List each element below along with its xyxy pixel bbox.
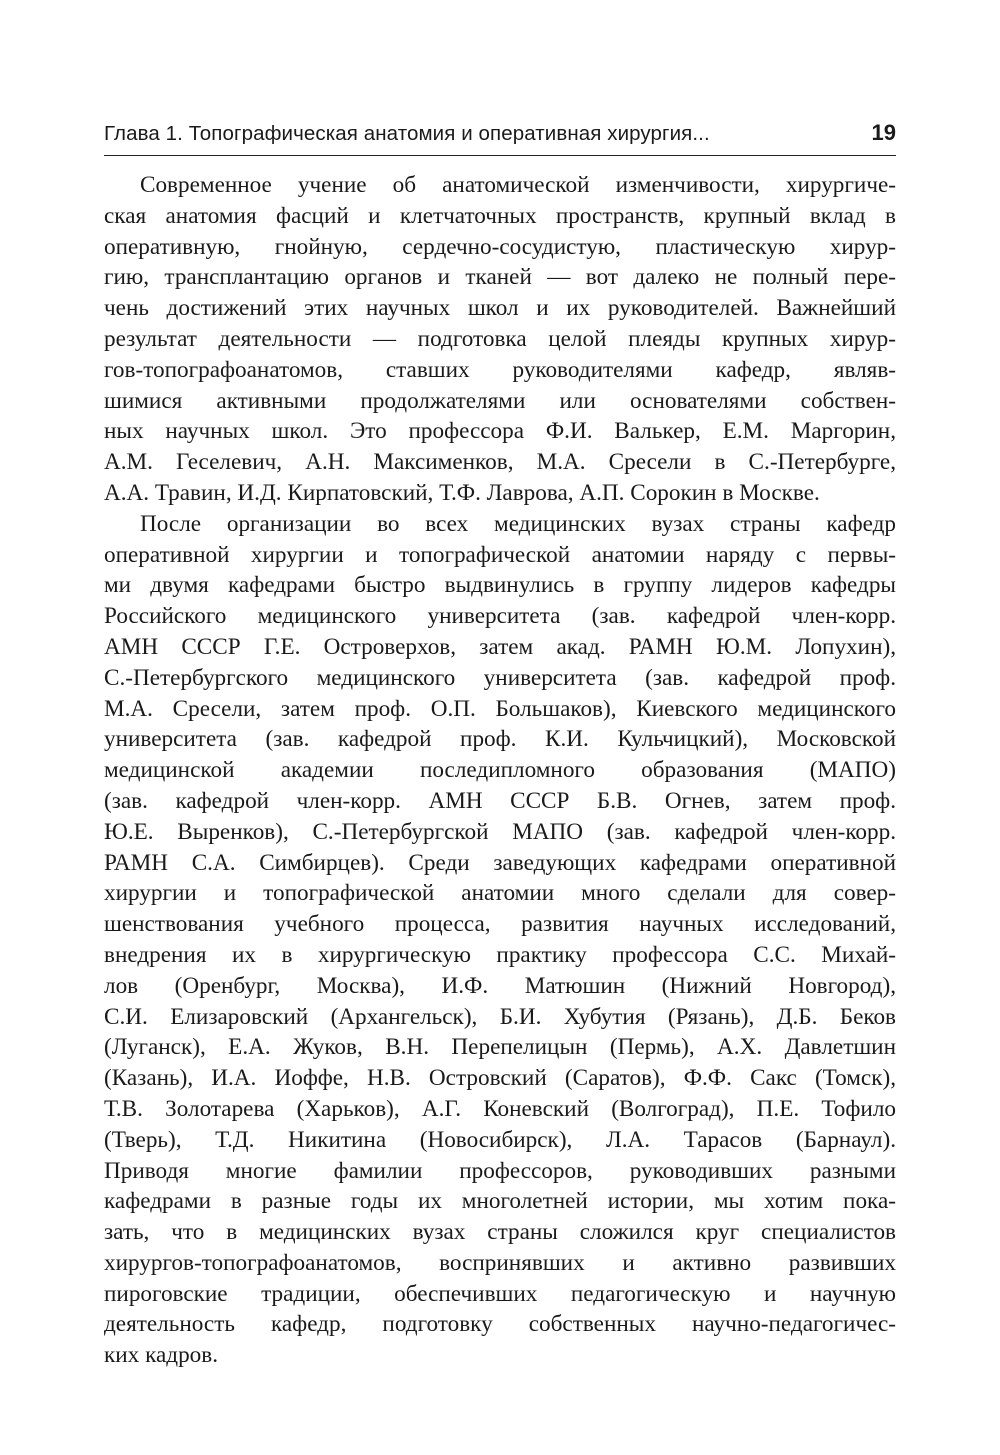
text-line: шимися активными продолжателями или основателями собствен- [104,387,896,414]
text-line: ных научных школ. Это профессора Ф.И. Валькер, Е.М. Маргорин, [104,418,896,445]
text-line: Ю.Е. Выренков), С.-Петербургской МАПО (зав. кафедрой член-корр. [104,818,896,845]
text-line: Т.В. Золотарева (Харьков), А.Г. Коневский (Волгоград), П.Е. Тофило [104,1095,896,1122]
text-line: оперативную, гнойную, сердечно-сосудистую, пластическую хирур- [104,233,896,260]
text-line: кафедрами в разные годы их многолетней истории, мы хотим пока- [104,1188,896,1215]
text-line: М.А. Сресели, затем проф. О.П. Большаков), Киевского медицинского [104,695,896,722]
text-line: А.М. Геселевич, А.Н. Максименков, М.А. Сресели в С.-Петербурге, [104,449,896,476]
text-line: чень достижений этих научных школ и их руководителей. Важнейший [104,295,896,322]
text-line: Современное учение об анатомической изменчивости, хирургиче- [140,172,896,198]
text-line: ких кадров. [104,1342,219,1369]
text-line: С.И. Елизаровский (Архангельск), Б.И. Хубутия (Рязань), Д.Б. Беков [104,1003,896,1030]
text-line: результат деятельности — подготовка целой плеяды крупных хирур- [104,325,896,352]
text-line: внедрения их в хирургическую практику профессора С.С. Михай- [104,941,896,968]
text-line: хирургии и топографической анатомии много сделали для совер- [104,880,896,907]
text-line: (зав. кафедрой член-корр. АМН СССР Б.В. Огнев, затем проф. [104,787,896,814]
text-line: шенствования учебного процесса, развития научных исследований, [104,911,896,938]
paragraph [104,170,896,509]
text-line: оперативной хирургии и топографической анатомии наряду с первы- [104,541,896,568]
text-line: ми двумя кафедрами быстро выдвинулись в группу лидеров кафедры [104,572,896,599]
text-line: АМН СССР Г.Е. Островерхов, затем акад. РАМН Ю.М. Лопухин), [104,633,896,660]
chapter-title: Глава 1. Топографическая анатомия и оперативная хирургия... [104,122,710,145]
text-line: зать, что в медицинских вузах страны сложился круг специалистов [104,1219,896,1246]
text-line: С.-Петербургского медицинского университета (зав. кафедрой проф. [104,664,896,691]
text-line: деятельность кафедр, подготовку собственных научно-педагогичес- [104,1311,896,1338]
page-number: 19 [871,120,896,145]
text-line: После организации во всех медицинских вузах страны кафедр [140,510,896,537]
text-line: лов (Оренбург, Москва), И.Ф. Матюшин (Нижний Новгород), [104,972,896,999]
text-line: пироговские традиции, обеспечивших педагогическую и научную [104,1280,896,1307]
text-line: Российского медицинского университета (зав. кафедрой член-корр. [104,603,896,630]
text-line: медицинской академии последипломного образования (МАПО) [104,757,896,784]
text-line: А.А. Травин, И.Д. Кирпатовский, Т.Ф. Лаврова, А.П. Сорокин в Москве. [104,479,820,506]
body-text [104,170,896,1371]
text-line: (Луганск), Е.А. Жуков, В.Н. Перепелицын (Пермь), А.Х. Давлетшин [104,1034,896,1061]
text-line: гию, трансплантацию органов и тканей — вот далеко не полный пере- [104,264,896,291]
text-line: хирургов-топографоанатомов, воспринявших и активно развивших [104,1249,896,1276]
text-line: РАМН С.А. Симбирцев). Среди заведующих кафедрами оперативной [104,849,896,876]
paragraph [104,509,896,1371]
running-header [104,120,896,156]
text-line: ская анатомия фасций и клетчаточных пространств, крупный вклад в [104,202,896,229]
text-line: университета (зав. кафедрой проф. К.И. Кульчицкий), Московской [104,726,896,753]
text-line: (Казань), И.А. Иоффе, Н.В. Островский (Саратов), Ф.Ф. Сакс (Томск), [104,1065,896,1092]
text-line: (Тверь), Т.Д. Никитина (Новосибирск), Л.А. Тарасов (Барнаул). [104,1126,896,1153]
text-line: Приводя многие фамилии профессоров, руководивших разными [104,1157,896,1184]
text-line: гов-топографоанатомов, ставших руководителями кафедр, являв- [104,356,896,383]
